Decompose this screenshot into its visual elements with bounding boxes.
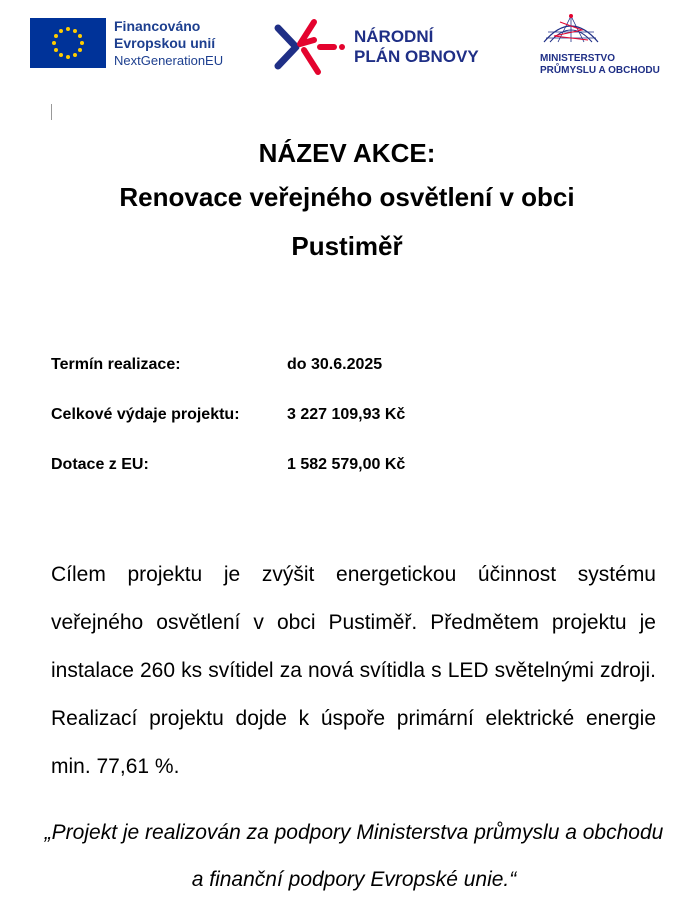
mpo-logo-line2: PRŮMYSLU A OBCHODU xyxy=(540,65,660,76)
title-village-name: Pustiměř xyxy=(291,231,403,261)
mpo-logo-line1: MINISTERSTVO xyxy=(540,53,616,64)
mpo-logo xyxy=(540,12,680,77)
info-label: Celkové výdaje projektu: xyxy=(51,406,240,423)
title-heading: NÁZEV AKCE: xyxy=(258,138,436,168)
eu-logo-line3: NextGenerationEU xyxy=(114,53,224,68)
info-value: 1 582 579,00 Kč xyxy=(287,456,406,473)
npo-logo-line2: PLÁN OBNOVY xyxy=(354,47,479,66)
npo-logo xyxy=(270,16,479,78)
project-description: Cílem projektu je zvýšit energetickou účinnost systému veřejného osvětlení v obci Pustiměř. Předmětem projektu je instalace 260 ks svítidel za nová svítidla s LED světelnými zdroji. Realizací projektu dojde k úspoře primární elektrické energie min. 77,61 %. xyxy=(51,563,656,778)
eu-flag-icon xyxy=(30,18,106,68)
eu-logo-line1: Financováno xyxy=(114,18,201,34)
info-label: Termín realizace: xyxy=(51,356,181,373)
info-value: 3 227 109,93 Kč xyxy=(287,406,406,423)
npo-arrows-icon xyxy=(270,16,348,78)
text-cursor xyxy=(51,104,52,120)
logo-bar xyxy=(0,0,694,100)
title-project-name: Renovace veřejného osvětlení v obci xyxy=(119,182,575,212)
info-value: do 30.6.2025 xyxy=(287,356,383,373)
eu-funding-logo xyxy=(30,18,223,69)
mpo-globe-icon xyxy=(540,12,602,46)
info-label: Dotace z EU: xyxy=(51,456,149,473)
npo-logo-line1: NÁRODNÍ xyxy=(354,27,434,46)
eu-logo-line2: Evropskou unií xyxy=(114,35,216,51)
support-statement: „Projekt je realizován za podpory Ministerstva průmyslu a obchodu a finanční podpory Evropské unie.“ xyxy=(44,821,664,891)
